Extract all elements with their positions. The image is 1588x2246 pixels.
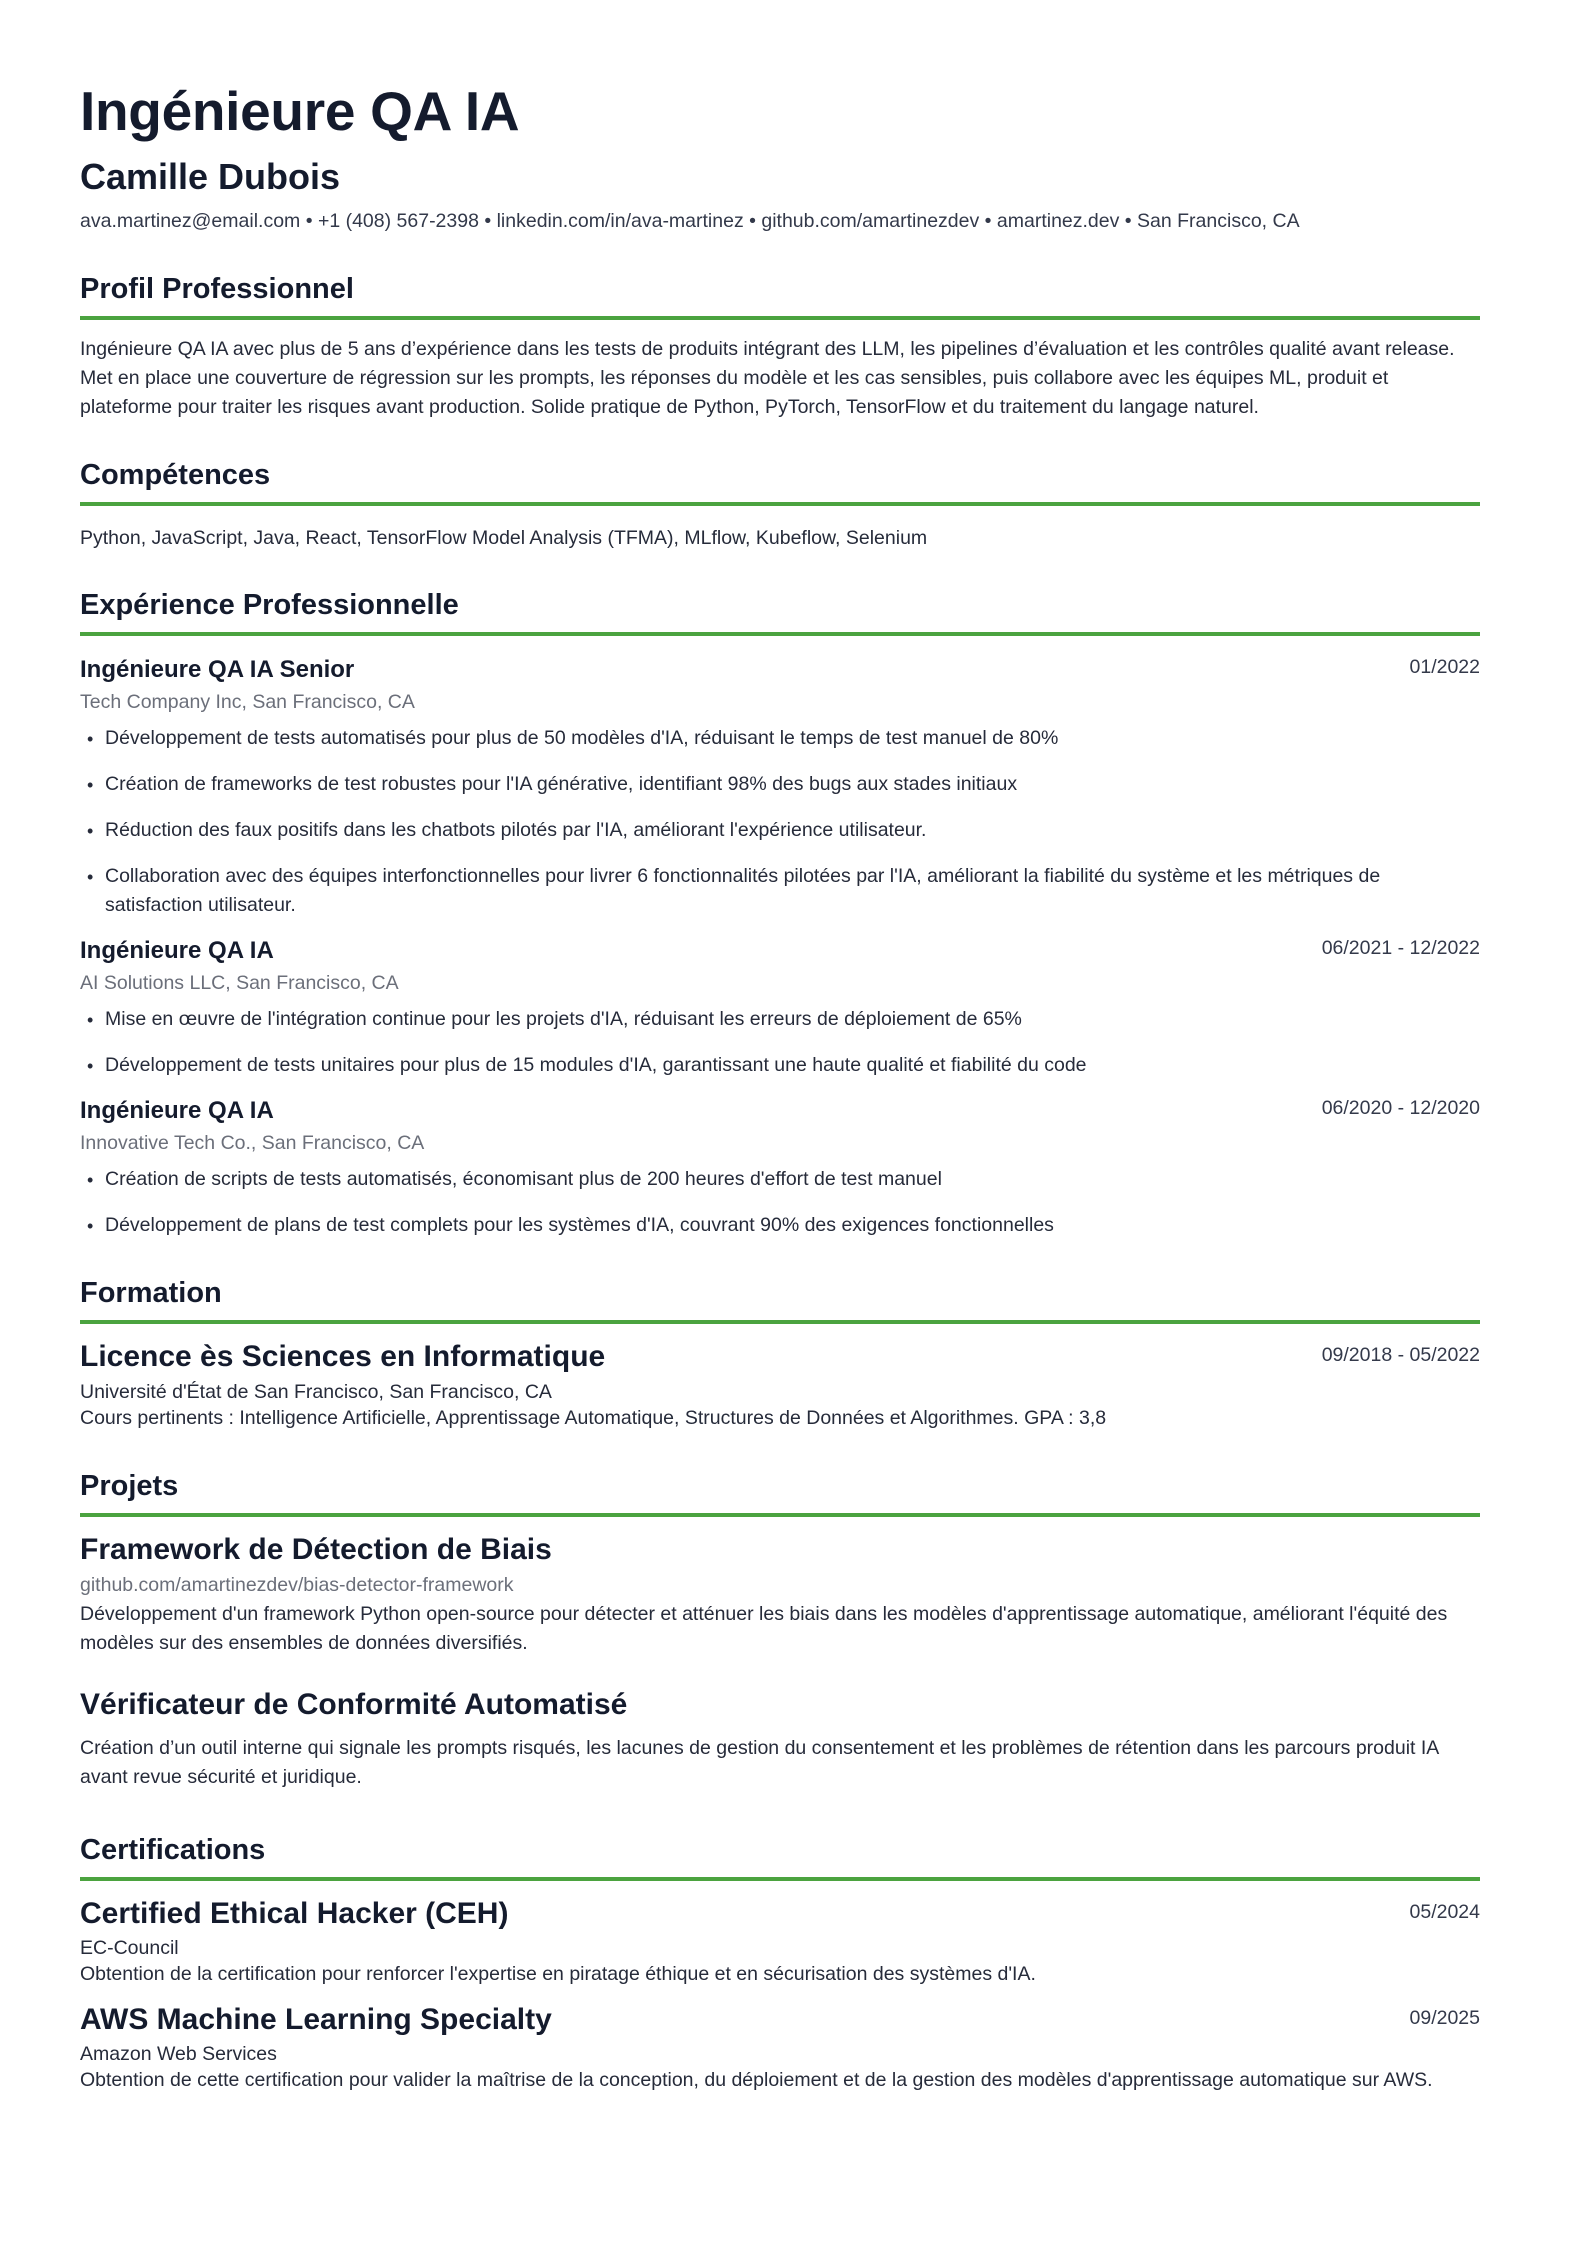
job-bullets xyxy=(80,1005,1480,1080)
certification-description: Obtention de la certification pour renforcer l'expertise en piratage éthique et en sécurisation des systèmes d'IA. xyxy=(80,1963,1036,1986)
job-entry xyxy=(80,1097,1480,1240)
profile-heading: Profil Professionnel xyxy=(80,273,1480,320)
experience-heading: Expérience Professionnelle xyxy=(80,589,1480,636)
project-description: Création d’un outil interne qui signale les prompts risqués, les lacunes de gestion du consentement et les problèmes de rétention dans les parcours produit IA avant revue sécurité et juridique. xyxy=(80,1737,1439,1789)
project-entry xyxy=(80,1688,1480,1792)
candidate-name: Camille Dubois xyxy=(80,156,341,198)
certification-entry xyxy=(80,1897,1480,1989)
job-bullet: • Collaboration avec des équipes interfonctionnelles pour livrer 6 fonctionnalités pilotées par l'IA, améliorant la fiabilité du système et les métriques de satisfaction utilisateur. xyxy=(80,862,1480,920)
job-bullets xyxy=(80,1165,1480,1240)
certification-entry xyxy=(80,2003,1480,2095)
job-date: 01/2022 xyxy=(1409,656,1480,679)
certifications-section xyxy=(80,1834,1480,2095)
job-bullet: • Création de frameworks de test robustes pour l'IA générative, identifiant 98% des bugs aux stades initiaux xyxy=(80,770,1480,799)
job-bullet: • Développement de tests unitaires pour plus de 15 modules d'IA, garantissant une haute qualité et fiabilité du code xyxy=(80,1051,1480,1080)
job-entry xyxy=(80,937,1480,1080)
profile-section xyxy=(80,273,1480,422)
certification-title: AWS Machine Learning Specialty xyxy=(80,2003,552,2037)
job-bullet: • Développement de tests automatisés pour plus de 50 modèles d'IA, réduisant le temps de test manuel de 80% xyxy=(80,724,1480,753)
job-title: Ingénieure QA IA xyxy=(80,1097,274,1125)
job-bullet: • Développement de plans de test complets pour les systèmes d'IA, couvrant 90% des exigences fonctionnelles xyxy=(80,1211,1480,1240)
job-bullet: • Réduction des faux positifs dans les chatbots pilotés par l'IA, améliorant l'expérience utilisateur. xyxy=(80,816,1480,845)
project-link[interactable]: github.com/amartinezdev/bias-detector-framework xyxy=(80,1574,514,1597)
profile-text: Ingénieure QA IA avec plus de 5 ans d’expérience dans les tests de produits intégrant des LLM, les pipelines d’évaluation et les contrôles qualité avant release. Met en place une couverture de régression sur les prompts, les réponses du modèle et les cas sensibles, puis collabore avec les équipes ML, produit et plateforme pour traiter les risques avant production. Solide pratique de Python, PyTorch, TensorFlow et du traitement du langage naturel. xyxy=(80,338,1455,419)
skills-section xyxy=(80,459,1480,553)
resume-title: Ingénieure QA IA xyxy=(80,80,520,142)
skills-text: Python, JavaScript, Java, React, TensorFlow Model Analysis (TFMA), MLflow, Kubeflow, Selenium xyxy=(80,527,928,550)
projects-section xyxy=(80,1470,1480,1792)
job-bullet: • Mise en œuvre de l'intégration continue pour les projets d'IA, réduisant les erreurs de déploiement de 65% xyxy=(80,1005,1480,1034)
project-title: Vérificateur de Conformité Automatisé xyxy=(80,1688,628,1722)
job-bullets xyxy=(80,724,1480,920)
courses-text: Cours pertinents : Intelligence Artificielle, Apprentissage Automatique, Structures de Données et Algorithmes. GPA : 3,8 xyxy=(80,1407,1107,1430)
contact-line: ava.martinez@email.com • +1 (408) 567-2398 • linkedin.com/in/ava-martinez • github.com/amartinezdev • amartinez.dev • San Francisco, CA xyxy=(80,210,1300,233)
education-section xyxy=(80,1277,1480,1430)
job-date: 06/2020 - 12/2020 xyxy=(1321,1097,1480,1120)
certification-issuer: Amazon Web Services xyxy=(80,2043,277,2066)
certification-title: Certified Ethical Hacker (CEH) xyxy=(80,1897,509,1931)
projects-heading: Projets xyxy=(80,1470,1480,1517)
certification-description: Obtention de cette certification pour valider la maîtrise de la conception, du déploiement et de la gestion des modèles d'apprentissage automatique sur AWS. xyxy=(80,2069,1433,2092)
job-title: Ingénieure QA IA xyxy=(80,937,274,965)
experience-section xyxy=(80,589,1480,1240)
job-company: Tech Company Inc, San Francisco, CA xyxy=(80,691,415,714)
education-date: 09/2018 - 05/2022 xyxy=(1321,1344,1480,1367)
skills-heading: Compétences xyxy=(80,459,1480,506)
job-bullet: • Création de scripts de tests automatisés, économisant plus de 200 heures d'effort de test manuel xyxy=(80,1165,1480,1194)
degree-title: Licence ès Sciences en Informatique xyxy=(80,1340,606,1374)
school-name: Université d'État de San Francisco, San Francisco, CA xyxy=(80,1381,552,1404)
project-title: Framework de Détection de Biais xyxy=(80,1533,552,1567)
project-entry xyxy=(80,1533,1480,1658)
certification-date: 05/2024 xyxy=(1409,1901,1480,1924)
job-date: 06/2021 - 12/2022 xyxy=(1321,937,1480,960)
job-entry xyxy=(80,656,1480,920)
certification-date: 09/2025 xyxy=(1409,2007,1480,2030)
certification-issuer: EC-Council xyxy=(80,1937,179,1960)
project-description: Développement d'un framework Python open-source pour détecter et atténuer les biais dans les modèles d'apprentissage automatique, améliorant l'équité des modèles sur des ensembles de données diversifiés. xyxy=(80,1603,1448,1655)
certifications-heading: Certifications xyxy=(80,1834,1480,1881)
job-company: AI Solutions LLC, San Francisco, CA xyxy=(80,972,399,995)
job-company: Innovative Tech Co., San Francisco, CA xyxy=(80,1132,425,1155)
job-title: Ingénieure QA IA Senior xyxy=(80,656,355,684)
education-heading: Formation xyxy=(80,1277,1480,1324)
